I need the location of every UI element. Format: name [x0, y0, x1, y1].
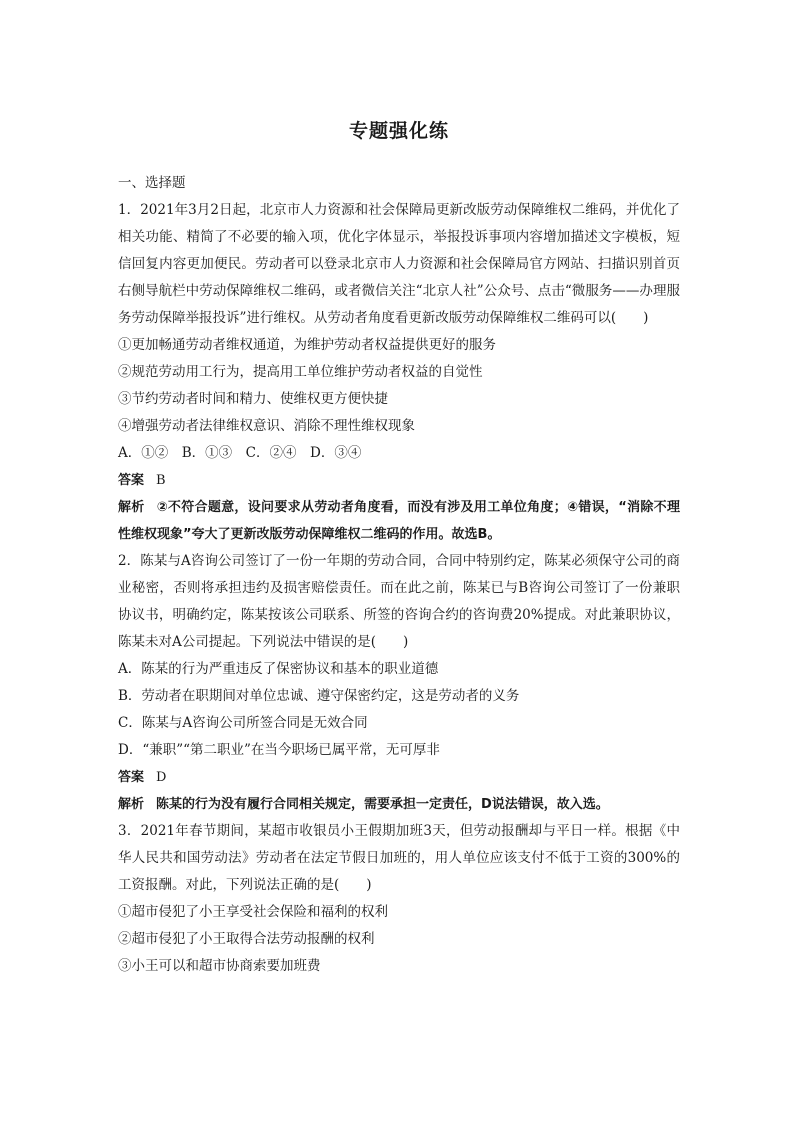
question-2-answer [118, 764, 680, 791]
answer-label: 答案 [118, 473, 145, 488]
question-1-stem: 1．2021年3月2日起，北京市人力资源和社会保障局更新改版劳动保障维权二维码，并优化了相关功能、精简了不必要的输入项，优化字体显示，举报投诉事项内容增加描述文字模板，短信回复内容更加便民。劳动者可以登录北京市人力资源和社会保障局官方网站、扫描识别首页右侧导航栏中劳动保障维权二维码，或者微信关注“北京人社”公众号、点击“微服务——办理服务劳动保障举报投诉”进行维权。从劳动者角度看更新改版劳动保障维权二维码可以( ) [118, 202, 680, 326]
analysis-label: 解析 [118, 797, 145, 812]
question-2-option-b: B．劳动者在职期间对单位忠诚、遵守保密约定，这是劳动者的义务 [118, 688, 520, 704]
question-3-item-1: ①超市侵犯了小王享受社会保险和福利的权利 [118, 904, 388, 920]
question-1-answer [118, 467, 680, 494]
answer-value: D [156, 770, 167, 785]
analysis-text: 陈某的行为没有履行合同相关规定，需要承担一定责任，D说法错误，故入选。 [156, 797, 609, 812]
question-3-item-2: ②超市侵犯了小王取得合法劳动报酬的权利 [118, 931, 375, 947]
answer-value: B [156, 473, 166, 488]
question-2-option-d: D．“兼职”“第二职业”在当今职场已属平常，无可厚非 [118, 742, 440, 758]
question-1-options: A．①② B．①③ C．②④ D．③④ [118, 445, 362, 461]
question-2-option-a: A．陈某的行为严重违反了保密协议和基本的职业道德 [118, 661, 439, 677]
question-1-analysis [118, 494, 680, 548]
question-2-analysis [118, 791, 680, 818]
analysis-text: ②不符合题意，设问要求从劳动者角度看，而没有涉及用工单位角度；④错误，“消除不理性维权现象”夸大了更新改版劳动保障维权二维码的作用。故选B。 [118, 500, 680, 542]
page-title: 专题强化练 [348, 120, 449, 142]
question-3-stem: 3．2021年春节期间，某超市收银员小王假期加班3天，但劳动报酬却与平日一样。根据《中华人民共和国劳动法》劳动者在法定节假日加班的，用人单位应该支付不低于工资的300%的工资报酬。对此，下列说法正确的是( ) [118, 823, 680, 893]
question-2-option-c: C．陈某与A咨询公司所签合同是无效合同 [118, 715, 368, 731]
analysis-label: 解析 [118, 500, 145, 515]
question-3-item-3: ③小王可以和超市协商索要加班费 [118, 958, 321, 974]
section-heading: 一、选择题 [118, 175, 186, 191]
question-1-item-4: ④增强劳动者法律维权意识、消除不理性维权现象 [118, 418, 415, 434]
question-2-stem: 2．陈某与A咨询公司签订了一份一年期的劳动合同，合同中特别约定，陈某必须保守公司的商业秘密，否则将承担违约及损害赔偿责任。而在此之前，陈某已与B咨询公司签订了一份兼职协议书，明确约定，陈某按该公司联系、所签的咨询合约的咨询费20%提成。对此兼职协议，陈某未对A公司提起。下列说法中错误的是( ) [118, 553, 680, 650]
question-1-item-1: ①更加畅通劳动者维权通道，为维护劳动者权益提供更好的服务 [118, 337, 496, 353]
question-1-item-3: ③节约劳动者时间和精力、使维权更方便快捷 [118, 391, 388, 407]
document-page [118, 118, 680, 980]
answer-label: 答案 [118, 770, 145, 785]
question-1-item-2: ②规范劳动用工行为，提高用工单位维护劳动者权益的自觉性 [118, 364, 483, 380]
